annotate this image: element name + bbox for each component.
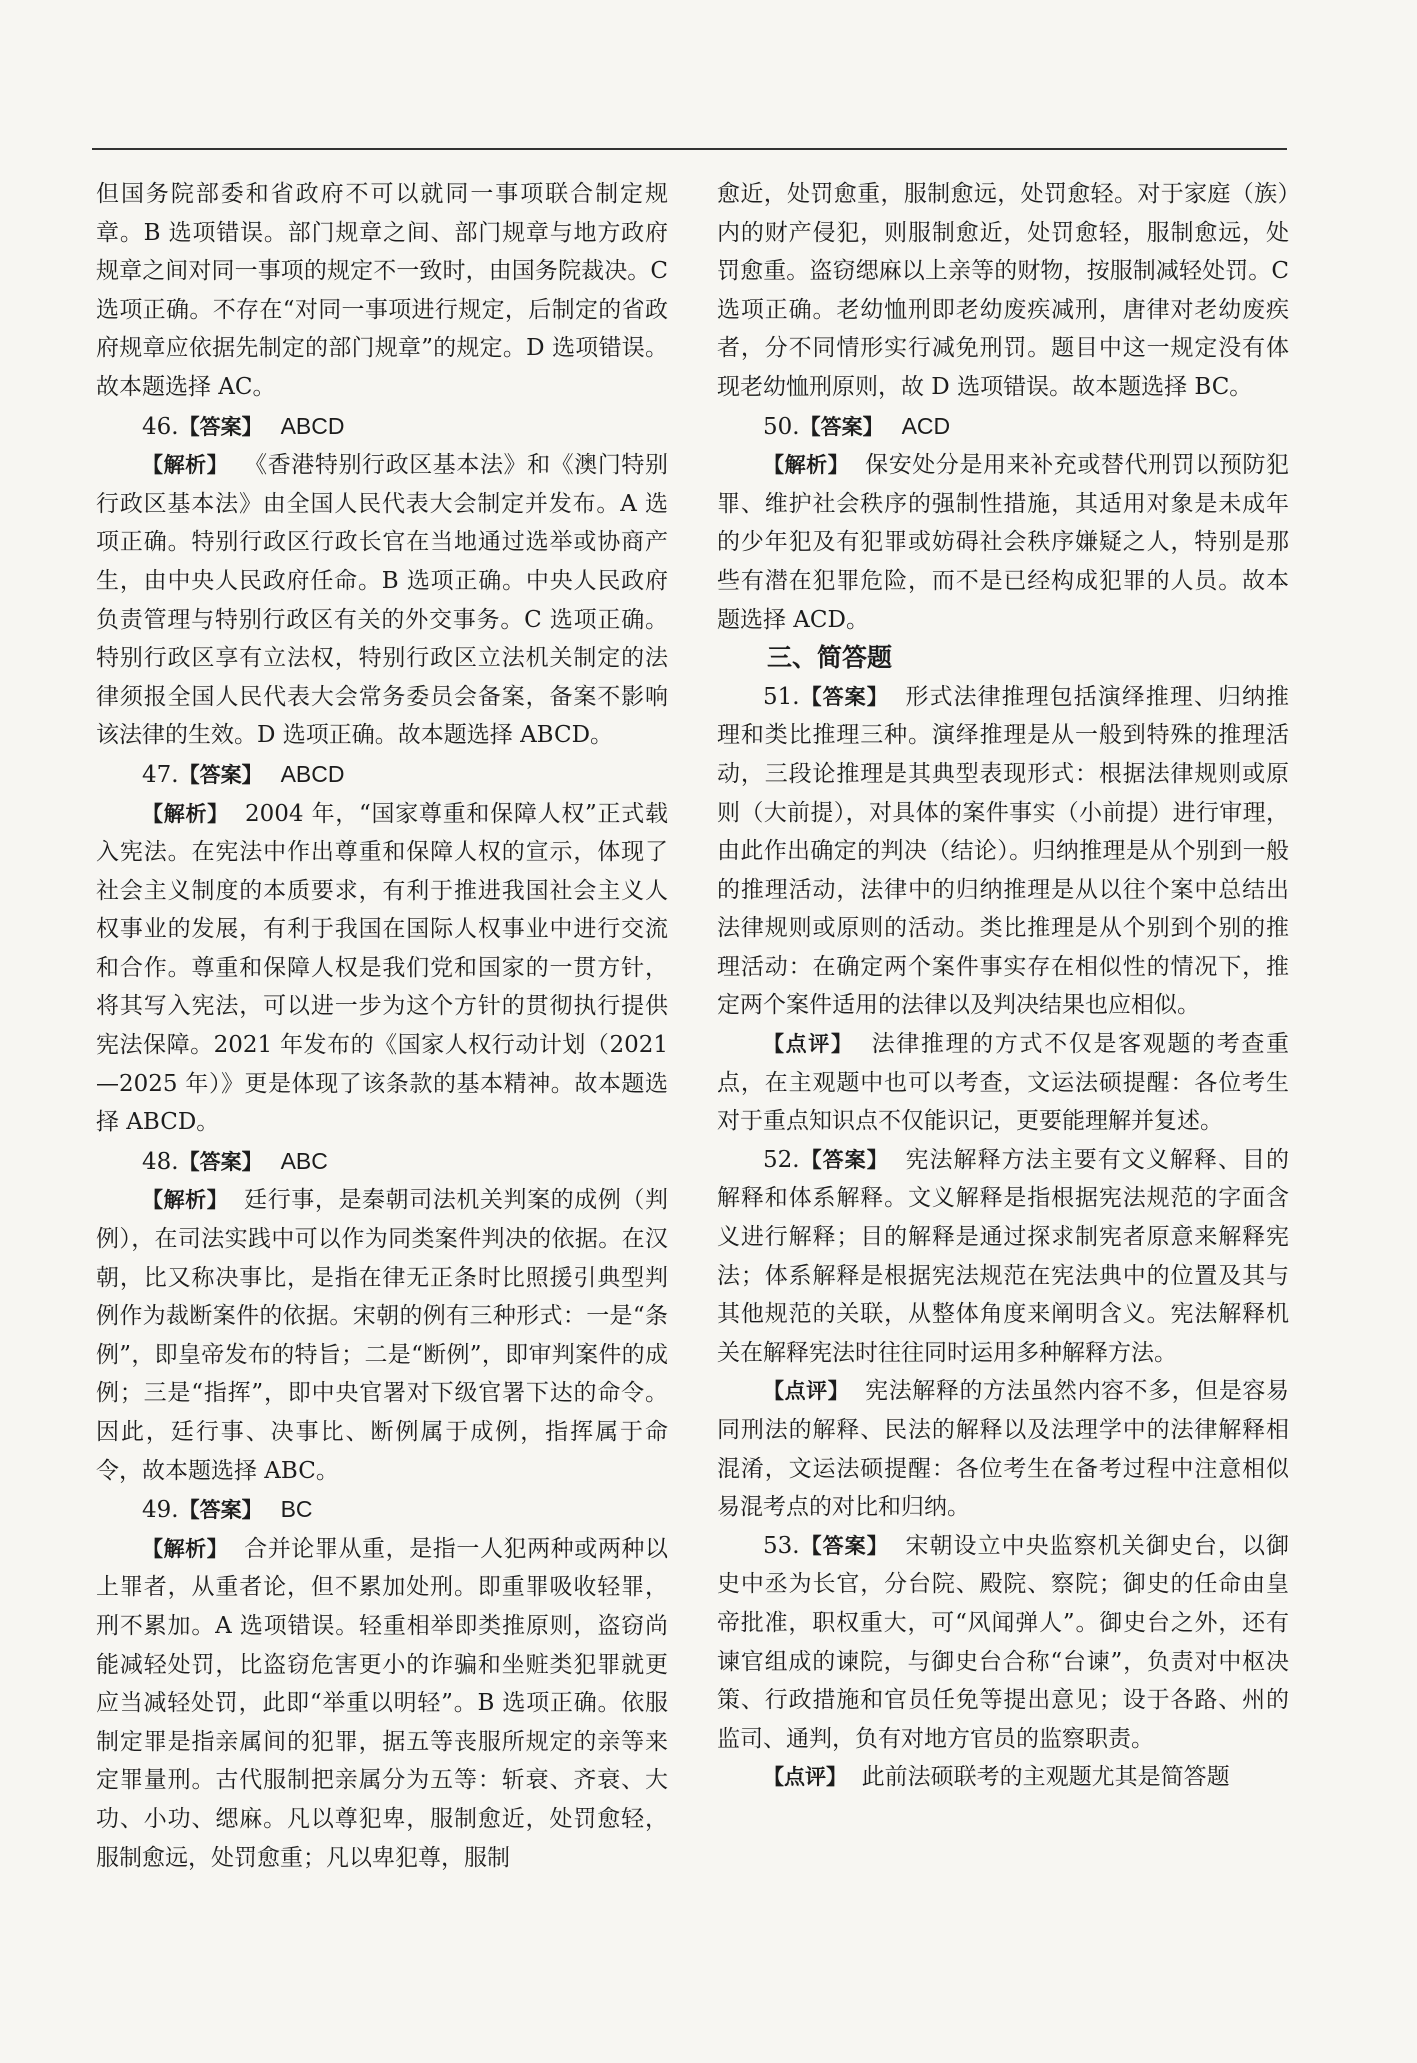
q53-number: 53.	[763, 1532, 800, 1559]
q50-analysis-text: 保安处分是用来补充或替代刑罚以预防犯罪、维护社会秩序的强制性措施，其适用对象是未成年的少年犯及有犯罪或妨碍社会秩序嫌疑之人，特别是那些有潜在犯罪危险，而不是已经构成犯罪的人员。故本题选择 ACD。	[717, 452, 1290, 633]
q50-answer-line	[717, 407, 1289, 447]
q49-number: 49.	[142, 1497, 179, 1524]
q52-comment-text: 宪法解释的方法虽然内容不多，但是容易同刑法的解释、民法的解释以及法理学中的法律解释相混淆，文运法硕提醒：各位考生在备考过程中注意相似易混考点的对比和归纳。	[717, 1378, 1290, 1521]
q47-answer: ABCD	[280, 760, 345, 787]
q48-answer: ABC	[280, 1147, 328, 1174]
q52-number: 52.	[763, 1146, 800, 1173]
header-rule	[92, 148, 1287, 150]
q53-answer	[717, 1527, 1289, 1759]
q47-analysis-text: 2004 年，“国家尊重和保障人权”正式载入宪法。在宪法中作出尊重和保障人权的宣示，体现了社会主义制度的本质要求，有利于推进我国社会主义人权事业的发展，有利于我国在国际人权事业中进行交流和合作。尊重和保障人权是我们党和国家的一贯方针，将其写入宪法，可以进一步为这个方针的贯彻执行提供宪法保障。2021 年发布的《国家人权行动计划（2021—2025 年）》更是体现了该条款的基本精神。故本题选择 ABCD。	[96, 800, 668, 1136]
q52-answer-text: 宪法解释方法主要有文义解释、目的解释和体系解释。文义解释是指根据宪法规范的字面含义进行解释；目的解释是通过探求制宪者原意来解释宪法；体系解释是根据宪法规范在宪法典中的位置及其与其他规范的关联，从整体角度来阐明含义。宪法解释机关在解释宪法时往往同时运用多种解释方法。	[717, 1146, 1290, 1366]
q51-answer-text: 形式法律推理包括演绎推理、归纳推理和类比推理三种。演绎推理是从一般到特殊的推理活动，三段论推理是其典型表现形式：根据法律规则或原则（大前提），对具体的案件事实（小前提）进行审理，由此作出确定的判决（结论）。归纳推理是从个别到一般的推理活动，法律中的归纳推理是从以往个案中总结出法律规则或原则的活动。类比推理是从个别到个别的推理活动：在确定两个案件事实存在相似性的情况下，推定两个案件适用的法律以及判决结果也应相似。	[717, 683, 1290, 1019]
q50-number: 50.	[763, 413, 800, 440]
q50-analysis	[717, 446, 1289, 639]
q49-answer: BC	[280, 1496, 313, 1523]
q46-analysis-text: 《香港特别行政区基本法》和《澳门特别行政区基本法》由全国人民代表大会制定并发布。A 选项正确。特别行政区行政长官在当地通过选举或协商产生，由中央人民政府任命。B 选项正确。中央人民政府负责管理与特别行政区有关的外交事务。C 选项正确。特别行政区享有立法权，特别行政区立法机关制定的法律须报全国人民代表大会常务委员会备案，备案不影响该法律的生效。D 选项正确。故本题选择 ABCD。	[96, 452, 669, 749]
q51-comment-text: 法律推理的方式不仅是客观题的考查重点，在主观题中也可以考查，文运法硕提醒：各位考生对于重点知识点不仅能识记，更要能理解并复述。	[717, 1031, 1290, 1135]
q46-number: 46.	[142, 413, 179, 440]
q51-number: 51.	[763, 683, 800, 710]
answer-label: 【答案】	[178, 762, 263, 787]
analysis-label: 【解析】	[763, 453, 850, 478]
q49-analysis	[96, 1530, 668, 1877]
answer-label: 【答案】	[799, 1533, 889, 1558]
answer-label: 【答案】	[178, 1149, 263, 1174]
analysis-label: 【解析】	[142, 453, 229, 478]
answer-label: 【答案】	[799, 1147, 889, 1172]
comment-label: 【点评】	[763, 1379, 850, 1404]
q48-number: 48.	[142, 1148, 179, 1175]
q49-analysis-text: 合并论罪从重，是指一人犯两种或两种以上罪者，从重者论，但不累加处刑。即重罪吸收轻罪，刑不累加。A 选项错误。轻重相举即类推原则，盗窃尚能减轻处罚，比盗窃危害更小的诈骗和坐赃类犯罪就更应当减轻处罚，此即“举重以明轻”。B 选项正确。依服制定罪是指亲属间的犯罪，据五等丧服所规定的亲等来定罪量刑。古代服制把亲属分为五等：斩衰、齐衰、大功、小功、缌麻。凡以尊犯卑，服制愈近，处罚愈轻，服制愈远，处罚愈重；凡以卑犯尊，服制	[96, 1535, 669, 1871]
q47-number: 47.	[142, 761, 179, 788]
comment-label: 【点评】	[763, 1765, 847, 1790]
q48-answer-line	[96, 1142, 668, 1182]
q50-answer: ACD	[901, 412, 951, 439]
answer-label: 【答案】	[178, 414, 263, 439]
q53-answer-text: 宋朝设立中央监察机关御史台，以御史中丞为长官，分台院、殿院、察院；御史的任命由皇帝批准，职权重大，可“风闻弹人”。御史台之外，还有谏官组成的谏院，与御史台合称“台谏”，负责对中枢决策、行政措施和官员任免等提出意见；设于各路、州的监司、通判，负有对地方官员的监察职责。	[717, 1532, 1290, 1752]
answer-label: 【答案】	[799, 414, 884, 439]
q53-comment-text: 此前法硕联考的主观题尤其是简答题	[861, 1764, 1230, 1791]
q51-comment	[717, 1025, 1289, 1141]
q53-comment	[717, 1758, 1289, 1797]
q52-answer	[717, 1141, 1289, 1373]
q47-answer-line	[96, 755, 668, 795]
left-column	[96, 175, 668, 1877]
q49-analysis-continued: 愈近，处罚愈重，服制愈远，处罚愈轻。对于家庭（族）内的财产侵犯，则服制愈近，处罚愈轻，服制愈远，处罚愈重。盗窃缌麻以上亲等的财物，按服制减轻处罚。C 选项正确。老幼恤刑即老幼废疾减刑，唐律对老幼废疾者，分不同情形实行减免刑罚。题目中这一规定没有体现老幼恤刑原则，故 D 选项错误。故本题选择 BC。	[717, 181, 1289, 400]
comment-label: 【点评】	[763, 1032, 854, 1057]
q46-answer-line	[96, 407, 668, 447]
right-column	[717, 175, 1289, 1797]
analysis-label: 【解析】	[142, 1188, 229, 1213]
q47-analysis	[96, 795, 668, 1142]
analysis-label: 【解析】	[142, 1536, 229, 1561]
q46-analysis	[96, 446, 668, 755]
q48-analysis	[96, 1181, 668, 1490]
answer-label: 【答案】	[799, 684, 889, 709]
q51-answer	[717, 678, 1289, 1025]
q49-answer-line	[96, 1490, 668, 1530]
q52-comment	[717, 1372, 1289, 1526]
analysis-label: 【解析】	[142, 801, 229, 826]
q48-analysis-text: 廷行事，是秦朝司法机关判案的成例（判例），在司法实践中可以作为同类案件判决的依据。在汉朝，比又称决事比，是指在律无正条时比照援引典型判例作为裁断案件的依据。宋朝的例有三种形式：一是“条例”，即皇帝发布的特旨；二是“断例”，即审判案件的成例；三是“指挥”，即中央官署对下级官署下达的命令。因此，廷行事、决事比、断例属于成例，指挥属于命令，故本题选择 ABC。	[96, 1187, 669, 1484]
q46-answer: ABCD	[280, 412, 345, 439]
paragraph-q45-continued: 但国务院部委和省政府不可以就同一事项联合制定规章。B 选项错误。部门规章之间、部门规章与地方政府规章之间对同一事项的规定不一致时，由国务院裁决。C 选项正确。不存在“对同一事项进行规定，后制定的省政府规章应依据先制定的部门规章”的规定。D 选项错误。故本题选择 AC。	[96, 181, 668, 400]
answer-label: 【答案】	[178, 1498, 263, 1523]
section-heading: 三、简答题	[767, 643, 893, 673]
